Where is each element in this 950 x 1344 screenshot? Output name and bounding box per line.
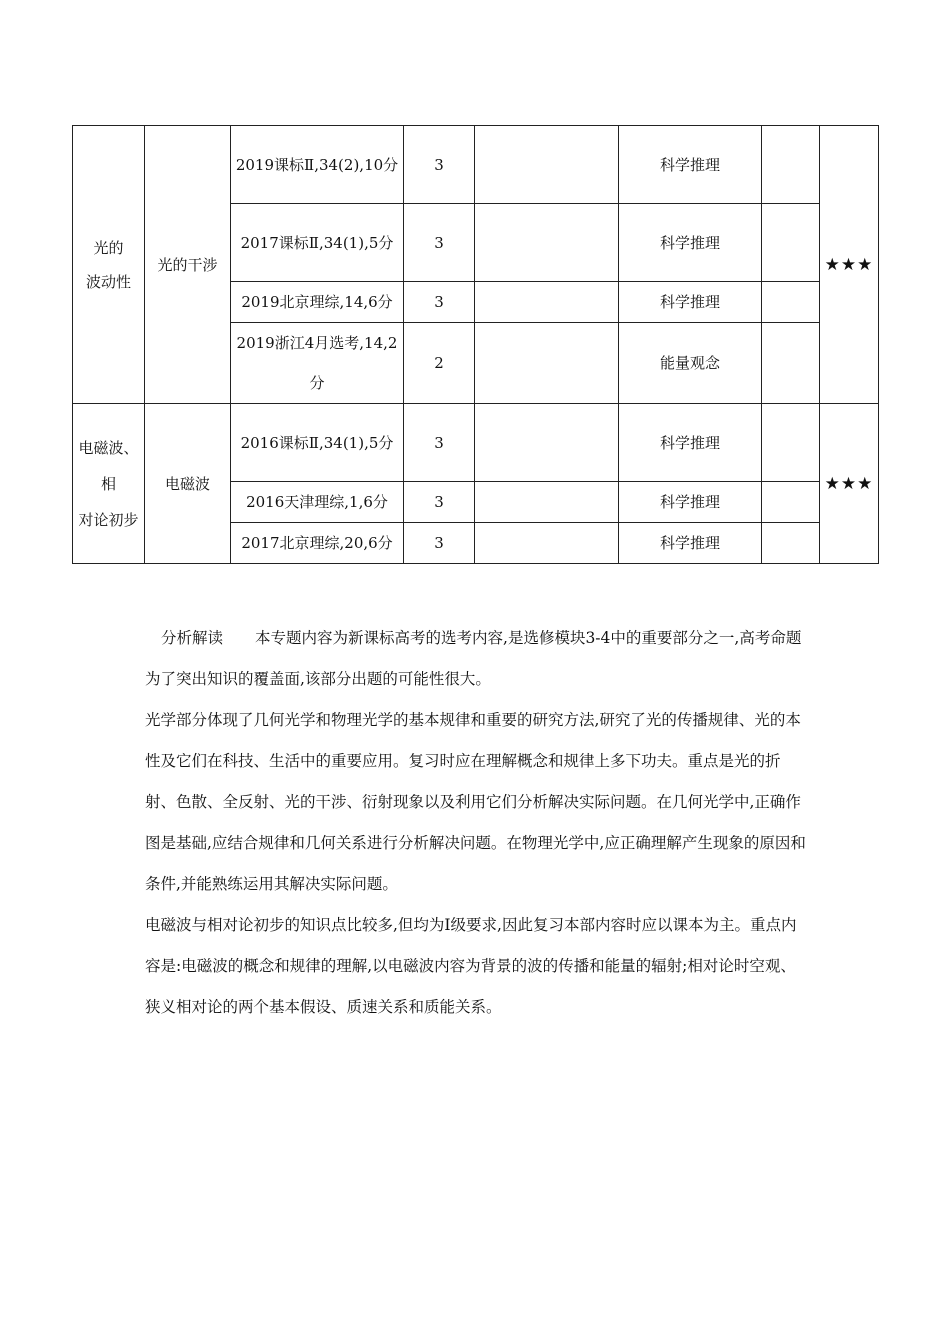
source-cell: 2019北京理综,14,6分 <box>231 282 404 323</box>
note-cell <box>475 204 619 282</box>
note-cell <box>475 404 619 482</box>
topic-cell: 光的 波动性 <box>73 126 145 404</box>
score-cell: 3 <box>404 282 475 323</box>
difficulty-stars: ★★★ <box>820 404 879 564</box>
source-cell: 2016天津理综,1,6分 <box>231 482 404 523</box>
note-cell <box>475 126 619 204</box>
literacy-cell: 科学推理 <box>619 126 762 204</box>
topic-cell: 电磁波、相 对论初步 <box>73 404 145 564</box>
extra-cell <box>762 204 820 282</box>
literacy-cell: 科学推理 <box>619 523 762 564</box>
knowledge-point-cell: 电磁波 <box>145 404 231 564</box>
score-cell: 3 <box>404 523 475 564</box>
extra-cell <box>762 523 820 564</box>
extra-cell <box>762 323 820 404</box>
analysis-paragraph-1: 本专题内容为新课标高考的选考内容,是选修模块3-4中的重要部分之一,高考命题为了突出知识的覆盖面,该部分出题的可能性很大。 <box>145 629 802 688</box>
score-cell: 3 <box>404 126 475 204</box>
source-cell: 2017课标Ⅱ,34(1),5分 <box>231 204 404 282</box>
note-cell <box>475 482 619 523</box>
knowledge-point-cell: 光的干涉 <box>145 126 231 404</box>
source-cell: 2019课标Ⅱ,34(2),10分 <box>231 126 404 204</box>
analysis-paragraph-3: 电磁波与相对论初步的知识点比较多,但均为Ⅰ级要求,因此复习本部内容时应以课本为主。重点内容是:电磁波的概念和规律的理解,以电磁波内容为背景的波的传播和能量的辐射;相对论时空观、狭义相对论的两个基本假设、质速关系和质能关系。 <box>145 916 797 1016</box>
literacy-cell: 能量观念 <box>619 323 762 404</box>
table-row <box>73 404 879 482</box>
note-cell <box>475 282 619 323</box>
source-cell: 2016课标Ⅱ,34(1),5分 <box>231 404 404 482</box>
score-cell: 3 <box>404 404 475 482</box>
note-cell <box>475 323 619 404</box>
note-cell <box>475 523 619 564</box>
extra-cell <box>762 126 820 204</box>
analysis-paragraph-2: 光学部分体现了几何光学和物理光学的基本规律和重要的研究方法,研究了光的传播规律、光的本性及它们在科技、生活中的重要应用。复习时应在理解概念和规律上多下功夫。重点是光的折射、色散、全反射、光的干涉、衍射现象以及利用它们分析解决实际问题。在几何光学中,正确作图是基础,应结合规律和几何关系进行分析解决问题。在物理光学中,应正确理解产生现象的原因和条件,并能熟练运用其解决实际问题。 <box>145 711 806 893</box>
table-row <box>73 126 879 204</box>
extra-cell <box>762 404 820 482</box>
analysis-intro <box>145 618 810 700</box>
literacy-cell: 科学推理 <box>619 282 762 323</box>
literacy-cell: 科学推理 <box>619 482 762 523</box>
score-cell: 3 <box>404 204 475 282</box>
extra-cell <box>762 482 820 523</box>
analysis-heading: 分析解读 <box>161 629 224 647</box>
source-cell: 2019浙江4月选考,14,2分 <box>231 323 404 404</box>
literacy-cell: 科学推理 <box>619 204 762 282</box>
exam-table <box>72 125 879 564</box>
extra-cell <box>762 282 820 323</box>
literacy-cell: 科学推理 <box>619 404 762 482</box>
score-cell: 3 <box>404 482 475 523</box>
source-cell: 2017北京理综,20,6分 <box>231 523 404 564</box>
analysis-section <box>145 618 810 1028</box>
score-cell: 2 <box>404 323 475 404</box>
difficulty-stars: ★★★ <box>820 126 879 404</box>
